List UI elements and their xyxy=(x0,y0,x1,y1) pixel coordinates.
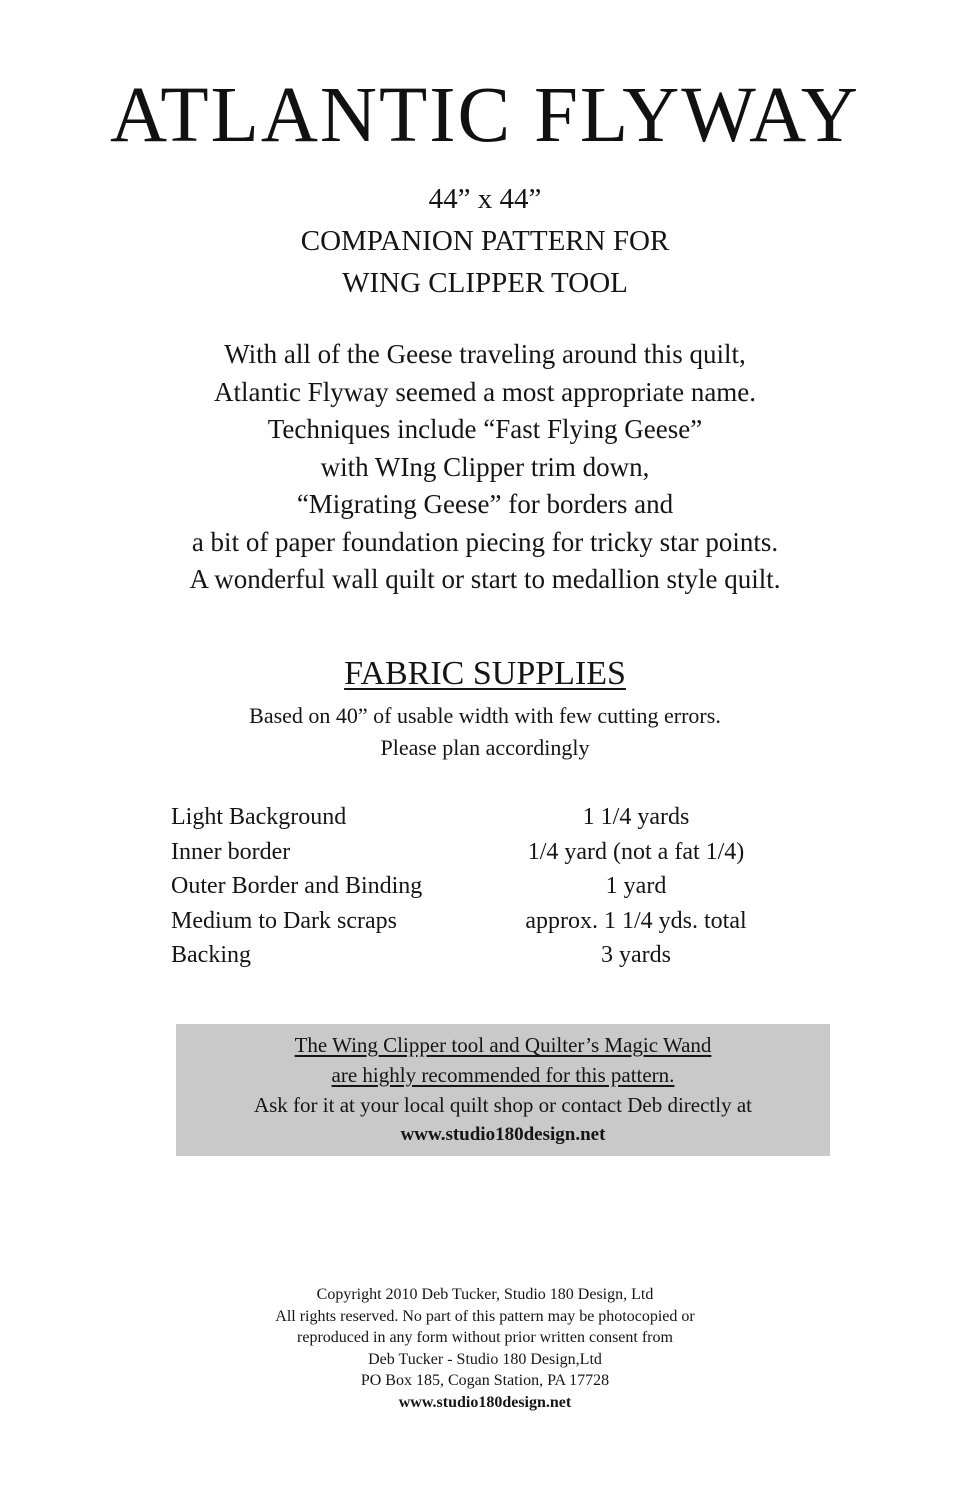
list-item xyxy=(171,835,831,870)
callout-line-2: are highly recommended for this pattern. xyxy=(331,1063,675,1087)
fabric-note-line-1: Based on 40” of usable width with few cutting errors. xyxy=(249,703,721,728)
copyright-block xyxy=(0,1284,970,1413)
copyright-line-3: reproduced in any form without prior written consent from xyxy=(297,1329,673,1346)
recommendation-callout xyxy=(176,1024,830,1156)
supply-name: Inner border xyxy=(171,838,291,865)
list-item xyxy=(171,904,831,939)
page-title: ATLANTIC FLYWAY xyxy=(110,72,860,159)
description-block xyxy=(0,336,970,599)
copyright-website-link[interactable]: www.studio180design.net xyxy=(398,1393,572,1411)
supply-amount: 1 yard xyxy=(605,873,667,899)
subtitle-line-2: WING CLIPPER TOOL xyxy=(342,267,628,299)
description-line: “Migrating Geese” for borders and xyxy=(296,489,674,519)
fabric-supplies-note xyxy=(0,700,970,764)
description-line: Atlantic Flyway seemed a most appropriate name. xyxy=(213,376,757,407)
list-item xyxy=(171,938,831,973)
description-line: with WIng Clipper trim down, xyxy=(320,451,650,482)
copyright-line-2: All rights reserved. No part of this pattern may be photocopied or xyxy=(275,1307,695,1325)
supply-name: Backing xyxy=(171,942,251,968)
list-item xyxy=(171,800,831,835)
subtitle-line-1: COMPANION PATTERN FOR xyxy=(300,225,670,257)
description-line: A wonderful wall quilt or start to medallion style quilt. xyxy=(189,564,781,594)
callout-line-3: Ask for it at your local quilt shop or contact Deb directly at xyxy=(253,1093,753,1117)
supply-amount: 3 yards xyxy=(601,942,671,968)
copyright-line-1: Copyright 2010 Deb Tucker, Studio 180 Design, Ltd xyxy=(316,1286,654,1303)
supply-amount: 1/4 yard (not a fat 1/4) xyxy=(527,838,745,865)
copyright-line-4: Deb Tucker - Studio 180 Design,Ltd xyxy=(368,1350,602,1368)
list-item xyxy=(171,869,831,904)
supply-amount: approx. 1 1/4 yds. total xyxy=(525,907,747,934)
description-line: a bit of paper foundation piecing for tricky star points. xyxy=(191,526,779,557)
fabric-supplies-heading: FABRIC SUPPLIES xyxy=(344,655,626,692)
supply-amount: 1 1/4 yards xyxy=(582,804,690,830)
supplies-list xyxy=(171,800,831,973)
callout-line-1: The Wing Clipper tool and Quilter’s Magic Wand xyxy=(294,1033,712,1057)
supply-name: Outer Border and Binding xyxy=(171,873,423,899)
subtitle-block xyxy=(0,178,970,304)
description-line: With all of the Geese traveling around this quilt, xyxy=(224,339,746,369)
supply-name: Light Background xyxy=(171,804,347,830)
callout-website-link[interactable]: www.studio180design.net xyxy=(400,1124,606,1145)
quilt-size: 44” x 44” xyxy=(428,183,542,215)
description-line: Techniques include “Fast Flying Geese” xyxy=(267,414,703,444)
supply-name: Medium to Dark scraps xyxy=(171,907,397,934)
copyright-line-5: PO Box 185, Cogan Station, PA 17728 xyxy=(360,1372,610,1389)
fabric-note-line-2: Please plan accordingly xyxy=(380,735,590,760)
